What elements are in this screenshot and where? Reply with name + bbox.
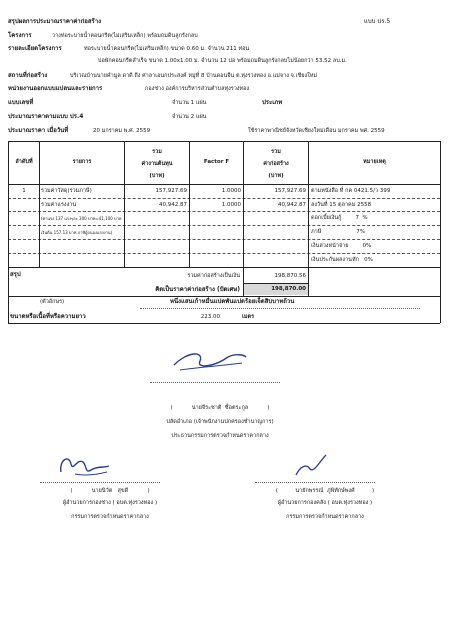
top-signer-role-2: ประธานกรรมการตรวจกำหนดราคากลาง <box>171 433 269 439</box>
row-remark: เงินล่วงหน้าจ่าย 0% <box>311 243 372 249</box>
row-no: 1 <box>22 188 26 194</box>
project-value: วางท่อระบายน้ำคอนกรีต(ไม่เสริมเหล็ก) พร้อมถมดินลูกรังกลบ <box>52 33 198 39</box>
plan-qty: จำนวน 1 แผ่น <box>172 100 207 106</box>
doc-title: สรุปผลการประมาณราคาค่าก่อสร้าง <box>8 18 102 25</box>
row-cost: 157,927.69 <box>155 188 187 194</box>
row-item: รวมค่าวัสดุ(รวมภาษี) <box>41 188 92 194</box>
total-label: รวมค่าก่อสร้างเป็นเงิน <box>187 273 240 279</box>
row-factor: 1.0000 <box>221 188 241 194</box>
summary-label: สรุป <box>10 271 21 278</box>
row-cost: 40,942.87 <box>159 202 187 208</box>
left-signer-role-1: ผู้อำนวยการกองช่าง ( อบต.ทุ่งรวงทอง ) <box>62 500 158 506</box>
header-factor: Factor F <box>203 159 230 165</box>
right-signer-role-1: ผู้อำนวยการกองคลัง ( อบต.ทุ่งรวงทอง ) <box>277 500 373 506</box>
header-remark: หมายเหตุ <box>363 159 386 165</box>
row-remark: ตามหนังสือ ที่ กค 0421.5/ว 399 <box>311 188 391 194</box>
date-label: ประมาณราคา เมื่อวันที่ <box>8 127 69 134</box>
form-label: แบบ ปร.5 <box>364 18 391 25</box>
signature-top <box>170 345 250 375</box>
location-value: บริเวณบ้านนายคำมูล ดาดี ถึง ศาลาเอนกประสงค์ หมู่ที่ 8 บ้านดอนจืน ต.ทุ่งรวงทอง อ.แม่จาง จ.เชียงใหม่ <box>70 73 318 79</box>
size-unit: เมตร <box>242 314 255 320</box>
form4-qty: จำนวน 2 แผ่น <box>172 114 207 120</box>
header-cost: รวม ค่างานต้นทุน (บาท) <box>141 149 173 179</box>
size-label: ขนาดหรือเนื้อที่หรือความยาว <box>10 313 86 320</box>
row-construct: 40,942.87 <box>278 202 306 208</box>
rounded-label: คิดเป็นราคาค่าก่อสร้าง (ปัดเศษ) <box>155 286 240 293</box>
row-remark: เงินประกันผลงานหัก 0% <box>311 257 373 263</box>
header-construct: รวม ค่าก่อสร้าง (บาท) <box>263 149 289 179</box>
row-item: เงินต้น 157.13 บาท ภาษีผู้ถนองแรงงาน) <box>41 230 113 235</box>
price-source: ใช้ราคาพาณิชย์จังหวัดเชียงใหม่เดือน มกราคม พศ. 2559 <box>248 128 385 134</box>
left-signer-name: ( นายนิวัต สุขดี ) <box>70 488 150 494</box>
row-remark: ลงวันที่ 15 ตุลาคม 2558 <box>311 202 372 208</box>
top-signer-role-1: ปลัดอำเภอ (เจ้าพนักงานปกครองชำนาญการ) <box>166 419 274 425</box>
letters-label: (ตัวอักษร) <box>40 299 65 305</box>
signature-right <box>290 453 330 479</box>
agency-label: หน่วยงานออกแบบแปลนและรายการ <box>8 85 103 92</box>
date-value: 20 มกราคม พ.ศ. 2559 <box>93 128 151 134</box>
location-label: สถานที่ก่อสร้าง <box>8 72 48 79</box>
left-signer-role-2: กรรมการตรวจกำหนดราคากลาง <box>71 514 149 520</box>
total-value: 198,870.56 <box>274 273 306 279</box>
agency-value: กองช่าง องค์การบริหารส่วนตำบลทุ่งรวงทอง <box>145 86 250 92</box>
type-label: ประเภท <box>262 99 283 106</box>
rounded-value: 198,870.00 <box>271 286 306 292</box>
row-remark: ดอกเบี้ยเงินกู้ 7 % <box>311 215 368 221</box>
header-no: ลำดับที่ <box>15 159 33 165</box>
row-item: รวมค่าแรงงาน <box>41 202 77 208</box>
project-label: โครงการ <box>8 32 32 39</box>
size-value: 223.00 <box>200 314 220 320</box>
top-signer-name: ( นายจีระชาติ ซื่อตระกูล ) <box>170 405 270 411</box>
details-label: รายละเอียดโครงการ <box>8 45 62 52</box>
row-item: (ค่าแรง 137 แรงๆละ 300 บาท=41,100 บาท <box>41 216 122 221</box>
details-value-1: ท่อระบายน้ำคอนกรีต(ไม่เสริมเหล็ก) ขนาด 0.60 ม. จำนวน 211 ท่อน <box>84 46 250 52</box>
details-value-2: บ่อพักคอนกรีตสำเร็จ ขนาด 1.00x1.00 ม. จำนวน 12 บ่อ พร้อมถมดินลูกรังกลบไม่น้อยกว่า 53.52 ลบ.ม. <box>98 58 347 64</box>
row-remark: ภาษี 7% <box>311 229 366 235</box>
header-item: รายการ <box>72 159 92 165</box>
right-signer-name: ( นายักพรรณ์ ภู่พิทักษ์พงศ์ ) <box>275 488 375 494</box>
form4-label: ประมาณราคาตามแบบ ปร.4 <box>8 113 84 120</box>
signature-left <box>55 450 115 480</box>
row-construct: 157,927.69 <box>274 188 306 194</box>
row-factor: 1.0000 <box>221 202 241 208</box>
plan-no-label: แบบเลขที่ <box>8 99 34 106</box>
right-signer-role-2: กรรมการตรวจกำหนดราคากลาง <box>286 514 364 520</box>
letters-value: หนึ่งแสนเก้าหมื่นแปดพันแปดร้อยเจ็ดสิบบาทถ้วน <box>170 298 295 305</box>
